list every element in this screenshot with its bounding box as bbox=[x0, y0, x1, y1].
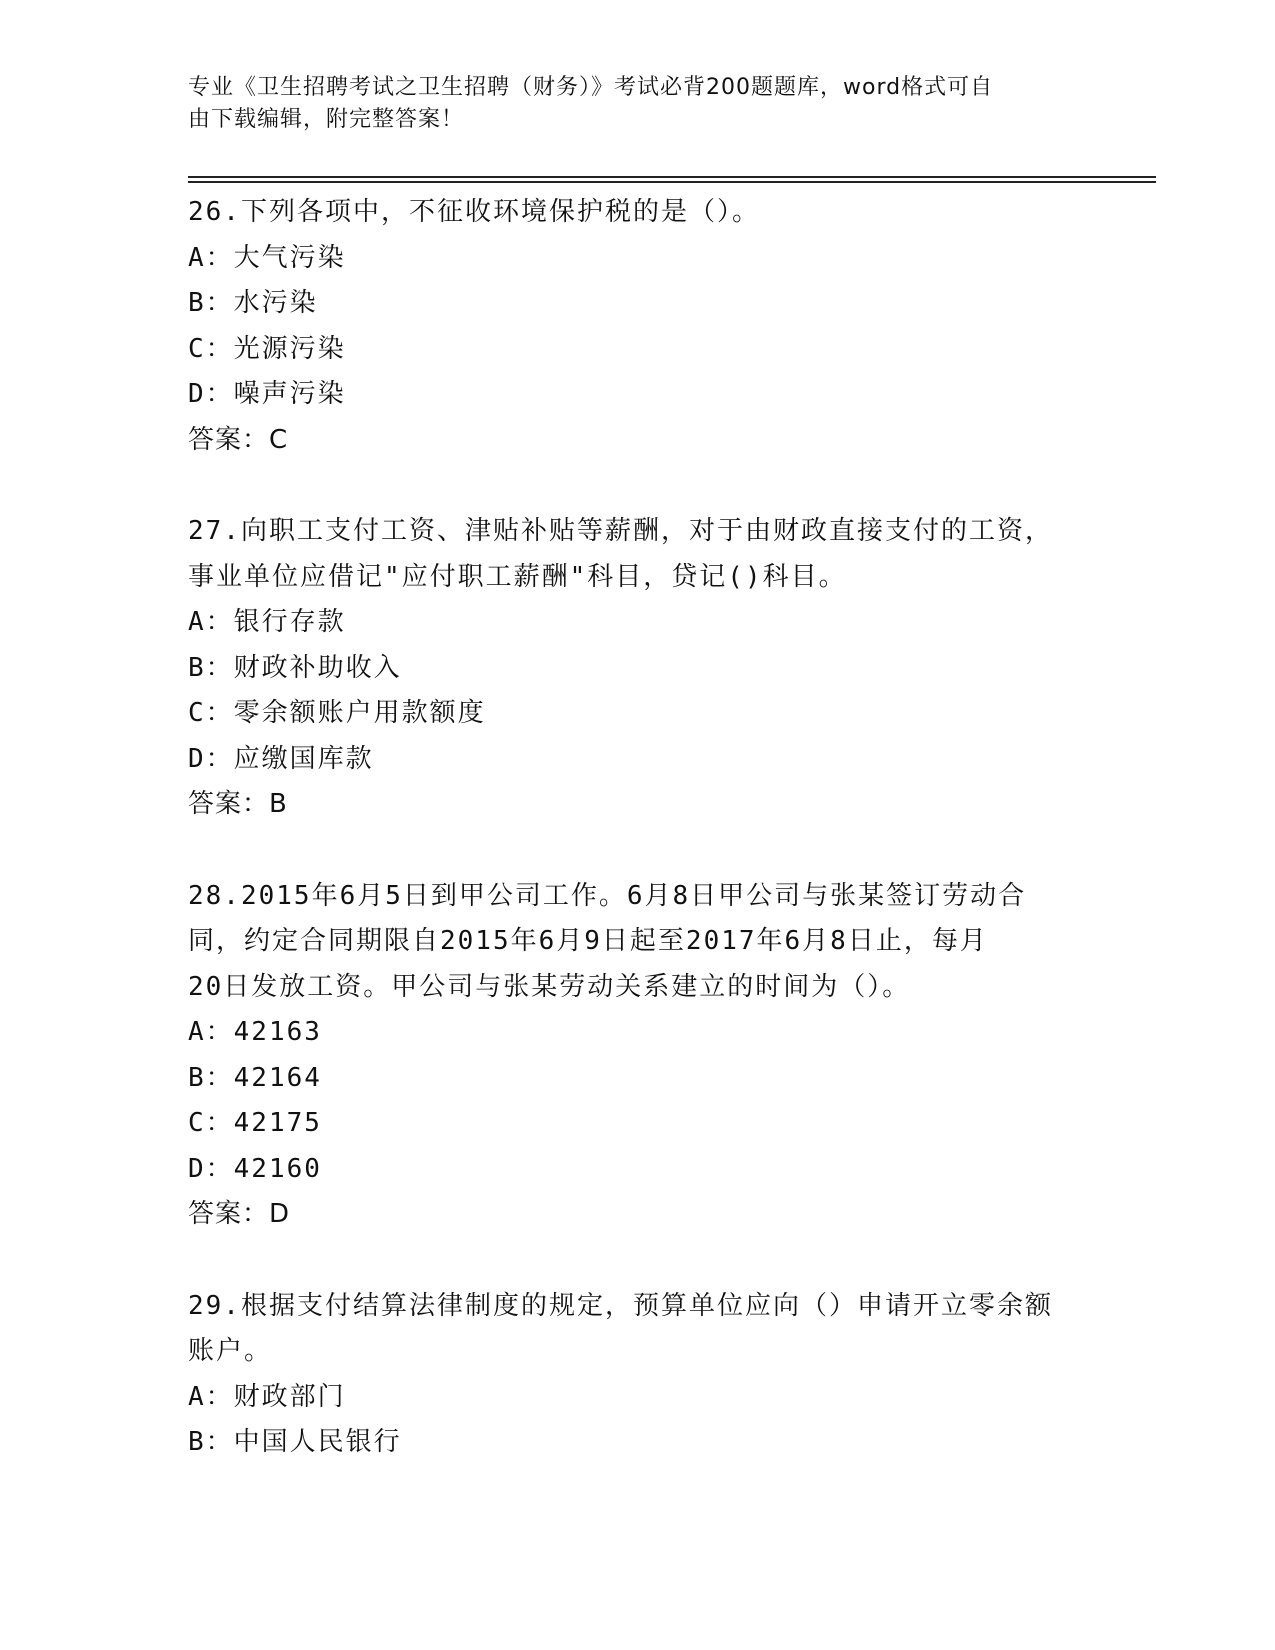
option-a: A：42163 bbox=[188, 1017, 322, 1047]
document-header bbox=[188, 72, 1068, 136]
question-text: 27.向职工支付工资、津贴补贴等薪酬，对于由财政直接支付的工资， bbox=[188, 516, 1053, 546]
question-28 bbox=[188, 874, 1088, 1238]
header-line-2: 由下载编辑，附完整答案！ bbox=[188, 107, 465, 132]
option-a: A：大气污染 bbox=[188, 242, 346, 273]
option-d: D：噪声污染 bbox=[188, 379, 346, 409]
answer-text: 答案：C bbox=[188, 424, 289, 455]
question-27 bbox=[188, 509, 1088, 828]
question-text-continued: 20日发放工资。甲公司与张某劳动关系建立的时间为（）。 bbox=[188, 971, 911, 1002]
question-text: 29.根据支付结算法律制度的规定，预算单位应向（）申请开立零余额 bbox=[188, 1290, 1053, 1321]
question-list bbox=[188, 190, 1088, 1466]
question-text: 28.2015年6月5日到甲公司工作。6月8日甲公司与张某签订劳动合 bbox=[188, 880, 1027, 911]
question-text: 26.下列各项中，不征收环境保护税的是（）。 bbox=[188, 197, 760, 227]
option-b: B：财政补助收入 bbox=[188, 652, 402, 683]
option-c: C：42175 bbox=[188, 1108, 322, 1138]
option-b: B：水污染 bbox=[188, 288, 318, 318]
header-divider-bottom bbox=[188, 181, 1156, 183]
question-text-continued: 同，约定合同期限自2015年6月9日起至2017年6月8日止，每月 bbox=[188, 926, 988, 956]
option-b: B：42164 bbox=[188, 1062, 322, 1093]
option-d: D：42160 bbox=[188, 1153, 322, 1184]
answer-text: 答案：B bbox=[188, 789, 288, 819]
question-text-continued: 事业单位应借记"应付职工薪酬"科目，贷记()科目。 bbox=[188, 561, 847, 592]
question-26 bbox=[188, 190, 1088, 463]
option-d: D：应缴国库款 bbox=[188, 743, 374, 774]
option-c: C：零余额账户用款额度 bbox=[188, 698, 486, 728]
question-text-continued: 账户。 bbox=[188, 1336, 273, 1366]
answer-text: 答案：D bbox=[188, 1199, 291, 1229]
option-b: B：中国人民银行 bbox=[188, 1427, 402, 1457]
option-a: A：银行存款 bbox=[188, 607, 346, 637]
header-line-1: 专业《卫生招聘考试之卫生招聘（财务）》考试必背200题题库，word格式可自 bbox=[188, 75, 994, 100]
header-divider-top bbox=[188, 176, 1156, 178]
option-c: C：光源污染 bbox=[188, 333, 346, 364]
option-a: A：财政部门 bbox=[188, 1381, 346, 1412]
question-29 bbox=[188, 1284, 1088, 1466]
